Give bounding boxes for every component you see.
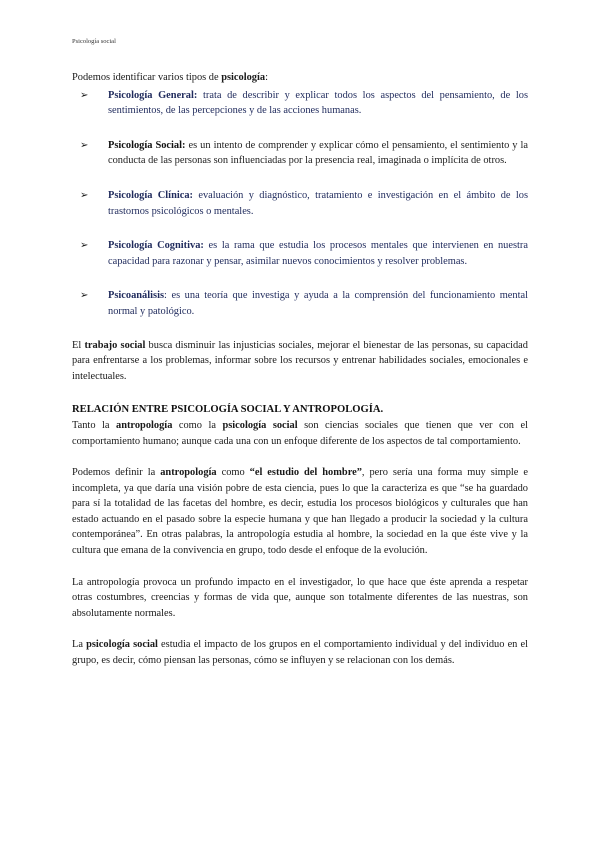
paragraph-3: La antropología provoca un profundo impacto en el investigador, lo que hace que éste aprenda a respetar otras costumbres, creencias y formas de vida que, aunque son totalmente diferentes de las nuestras, son absolutamente normales. bbox=[72, 576, 528, 619]
type-desc: evaluación y diagnóstico, tratamiento e investigación en el ámbito de los trastornos psicológicos o mentales. bbox=[108, 189, 528, 217]
text: son ciencias sociales que tienen que ver con el comportamiento humano; aunque cada una con un enfoque diferente de los aspectos de tal comportamiento. bbox=[72, 419, 528, 447]
text: Tanto la bbox=[72, 419, 116, 431]
text: La bbox=[72, 639, 87, 651]
intro-text: Podemos identificar varios tipos de bbox=[72, 72, 222, 83]
text: como bbox=[216, 467, 250, 479]
paragraph-4 bbox=[72, 637, 528, 668]
type-term: Psicoanálisis bbox=[108, 290, 165, 302]
text: como la bbox=[172, 419, 223, 431]
page-header: Psicología social bbox=[72, 38, 116, 45]
list-item bbox=[72, 188, 528, 219]
list-item bbox=[72, 288, 528, 319]
bold-term: antropología bbox=[116, 419, 173, 431]
type-term: Psicología Social: bbox=[108, 139, 186, 151]
bold-term: psicología social bbox=[86, 639, 158, 651]
paragraph-1 bbox=[72, 418, 528, 449]
type-desc: trata de describir y explicar todos los aspectos del pensamiento, de los sentimientos, de las percepciones y de las acciones humanas. bbox=[108, 89, 529, 117]
arrow-bullet-icon: ➢ bbox=[80, 240, 89, 252]
arrow-bullet-icon: ➢ bbox=[80, 139, 89, 151]
text: El bbox=[72, 339, 85, 351]
type-term: Psicología Cognitiva: bbox=[108, 240, 204, 252]
arrow-bullet-icon: ➢ bbox=[80, 290, 89, 302]
intro-colon: : bbox=[265, 72, 268, 83]
type-desc: es un intento de comprender y explicar cómo el pensamiento, el sentimiento y la conducta de las personas son influenciadas por la presencia real, imaginada o implícita de otros. bbox=[108, 139, 529, 167]
bold-term: antropología bbox=[160, 467, 217, 479]
document-body bbox=[72, 70, 528, 685]
bold-term: psicología social bbox=[222, 419, 298, 431]
bold-term: “el estudio del hombre” bbox=[249, 467, 362, 479]
section-heading: RELACIÓN ENTRE PSICOLOGÍA SOCIAL Y ANTROPOLOGÍA. bbox=[72, 404, 384, 416]
paragraph-2 bbox=[72, 465, 528, 559]
text: , pero sería una forma muy simple e incompleta, ya que daría una visión pobre de esta ciencia, pues lo que la caracteriza es que “se ha guardado para sí la totalidad de las facetas del hombre, es decir, estudia los procesos biológicos y culturales que han estado actuando en el pasado sobre la especie humana y que han llegado a producir la sociedad y la cultura contemporánea”. En otras palabras, la antropología estudia al hombre, la sociedad en la que éste vive y la cultura que emana de la convivencia en grupo, todo desde el enfoque de la evolución. bbox=[72, 467, 528, 557]
arrow-bullet-icon: ➢ bbox=[80, 189, 89, 201]
type-desc: : es una teoría que investiga y ayuda a la comprensión del funcionamiento mental normal y patológico. bbox=[108, 290, 528, 317]
type-term: Psicología Clínica: bbox=[108, 189, 194, 201]
psychology-types-list bbox=[72, 88, 528, 320]
type-term: Psicología General: bbox=[108, 89, 198, 101]
social-work-paragraph bbox=[72, 338, 528, 385]
bold-term: trabajo social bbox=[84, 339, 146, 351]
list-item bbox=[72, 238, 528, 269]
text: estudia el impacto de los grupos en el comportamiento individual y del individuo en el grupo, es decir, cómo piensan las personas, cómo se influyen y se relacionan con los demás. bbox=[72, 639, 528, 667]
intro-paragraph bbox=[72, 70, 528, 86]
text: busca disminuir las injusticias sociales, mejorar el bienestar de las personas, su capacidad para enfrentarse a los problemas, informar sobre los recursos y entrenar habilidades sociales, emocionales e intelectuales. bbox=[72, 339, 528, 382]
text: Podemos definir la bbox=[72, 467, 161, 479]
arrow-bullet-icon: ➢ bbox=[80, 89, 89, 101]
list-item bbox=[72, 138, 528, 169]
list-item bbox=[72, 88, 528, 119]
type-desc: es la rama que estudia los procesos mentales que intervienen en nuestra capacidad para razonar y pensar, asimilar nuevos conocimientos y resolver problemas. bbox=[108, 240, 528, 267]
intro-bold: psicología bbox=[221, 72, 266, 83]
